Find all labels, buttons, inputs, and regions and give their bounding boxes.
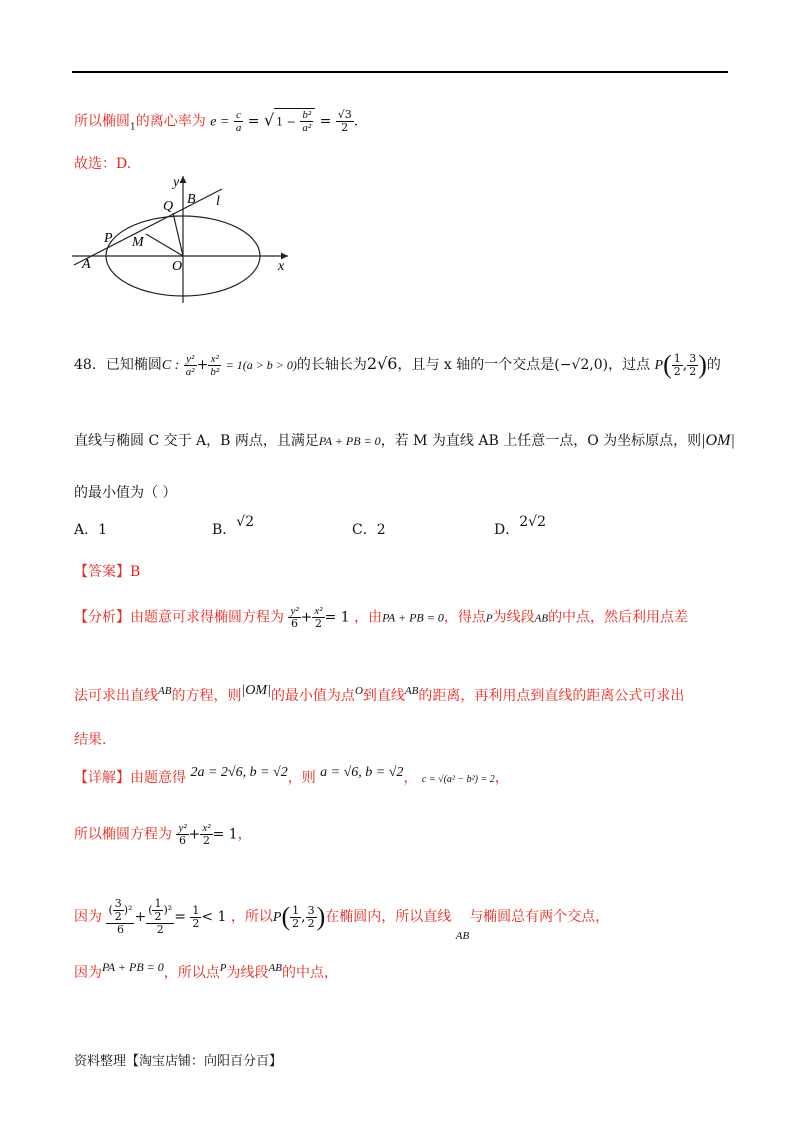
label-p: P: [104, 231, 113, 246]
detail-line1: 【详解】由题意得 2a = 2√6, b = √2，则 a = √6, b = √2， c = √(a² − b²) = 2，: [74, 765, 509, 786]
label-y: y: [173, 175, 180, 190]
label-m: M: [132, 235, 144, 250]
detail-line4: 因为PA + PB = 0，所以点$^P$为线段$^{AB}$的中点，: [74, 960, 338, 981]
analysis-line1: 【分析】由题意可求得椭圆方程为 $\frac{\text{y²}}{6}$ + $\frac{\text{x²}}{2}$ = 1 ，由PA + PB = 0，得点P为线段AB的中点，然后利用点差: [74, 605, 689, 630]
label-o: O: [172, 259, 183, 274]
label-q: Q: [163, 199, 174, 214]
question-48-line1: 48．已知椭圆C : $\frac{\text{y²}}{\text{a²}}$ + $\frac{\text{x²}}{\text{b²}}$ = 1(a > b > 0)的长轴长为2√6，且与 x 轴的一个交点是(−√2,0)，过点 P( $\frac{1}{2}$ , $\frac{3}{2}$ )的: [74, 350, 721, 379]
detail-line2: 所以椭圆方程为 $\frac{\text{y²}}{6}$ + $\frac{\text{x²}}{2}$ = 1，: [74, 822, 252, 847]
option-d[interactable]: D．2√2: [494, 514, 546, 538]
question-48-line2: 直线与椭圆 C 交于 A，B 两点，且满足PA + PB = 0，若 M 为直线 AB 上任意一点，O 为坐标原点，则|OM|: [74, 432, 735, 449]
segment-om: [146, 234, 183, 256]
analysis-line3: 结果.: [74, 732, 107, 748]
detail-line3: 因为 ( $\frac{3}{2}$ )² 6 + ( $\frac{1}{2}$ )² 2 = $\frac{1}{2}$ < 1 ，所以P( $\frac{1}{2}$ , $\frac{3}{2}$ )在椭圆内，所以直线 $_{AB}$与椭圆总有两个交点，: [74, 897, 610, 942]
header-rule: [72, 71, 728, 73]
eccentricity-line: 所以椭圆$_1$的离心率为 e = $\frac{c}{a}$ = √ 1 − $\frac{\text{b²}}{\text{a²}}$ = $\frac{√3}{2}$ .: [74, 108, 359, 134]
question-48-line3: 的最小值为（ ）: [74, 485, 177, 501]
ellipse-figure: [70, 168, 300, 308]
choice-line: 故选：D.: [74, 156, 132, 172]
label-x: x: [278, 259, 285, 274]
option-a[interactable]: A．1: [74, 522, 108, 538]
line-l: [74, 189, 222, 265]
label-l: l: [216, 194, 220, 209]
footer-source: 资料整理【淘宝店铺：向阳百分百】: [74, 1054, 283, 1069]
answer-line: 【答案】B: [74, 564, 141, 580]
segment-oq: [173, 213, 183, 256]
label-a: A: [82, 257, 91, 272]
option-b[interactable]: B．√2: [212, 514, 255, 538]
analysis-line2: 法可求出直线$^{AB}$的方程，则|OM|的最小值为点$^O$到直线$^{AB}$的距离，再利用点到直线的距离公式可求出: [74, 683, 685, 704]
label-b: B: [187, 192, 196, 207]
option-c[interactable]: C．2: [352, 522, 386, 538]
